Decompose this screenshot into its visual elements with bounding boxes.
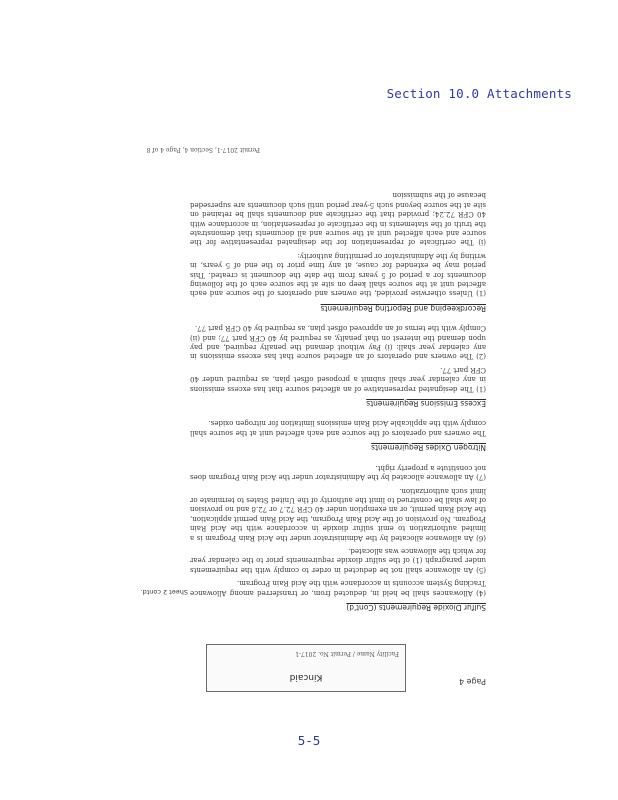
scan-box-title: Kincaid [289, 672, 323, 682]
para-nox-1: The owners and operators of the source and each affected unit at the source shall comply with the applicable Acid Rain emissions limitation for nitrogen oxides. [190, 419, 486, 437]
heading-so2: Sulfur Dioxide Requirements (Cont'd) [346, 603, 486, 612]
page-number: 5-5 [297, 733, 321, 748]
para-so2-5: (5) An allowance shall not be deducted in order to comply with the requirements under paragraph (1) of the sulfur dioxide requirements prior to the calendar year for which the allowance was allocated. [190, 546, 486, 574]
scan-page-label: Page 4 [459, 677, 486, 686]
para-so2-7: (7) An allowance allocated by the Administrator under the Acid Rain Program does not constitute a property right. [190, 463, 486, 482]
para-so2-6: (6) An allowance allocated by the Administrator under the Acid Rain Program is a limited authorization to emit sulfur dioxide in accordance with the Acid Rain Program. No provision of the Acid Rain Program, the Acid Rain permit application, the Acid Rain permit, or an exemption under 40 CFR 72.7 or 72.8 and no provision of law shall be construed to limit the authority of the United States to terminate or limit such authorization. [190, 486, 486, 542]
heading-excess: Excess Emissions Requirements [366, 399, 486, 409]
para-so2-4: (4) Allowances shall be held in, deducted from, or transferred among Allowance Tracking System accounts in accordance with the Acid Rain Program. [190, 579, 486, 597]
scan-side-note: Sheet 2 contd. [140, 588, 188, 596]
section-header: Section 10.0 Attachments [386, 86, 572, 101]
scan-footer-note: Permit 2017-1, Section 4, Page 4 of 8 [146, 146, 260, 153]
para-records-1: (1) Unless otherwise provided, the owners and operators of the source and each affected unit at the source shall keep on site at the source each of the following documents for a period of 5 years from the date the document is created. This period may be extended for cause, at any time prior to the end of 5 years, in writing by the Administrator or permitting authority: [190, 251, 486, 298]
heading-nox: Nitrogen Oxides Requirements [371, 443, 486, 453]
para-excess-2: (2) The owners and operators of an affected source that has excess emissions in any calendar year shall: (i) Pay without demand the penalty required, and pay upon demand the interest on that penalty, as required by 40 CFR part 77; and (ii) Comply with the terms of an approved offset plan, as required by 40 CFR part 77. [190, 324, 486, 361]
scan-body-text [190, 186, 486, 622]
scan-box-subtitle: Facility Name / Permit No. 2017-1 [295, 650, 399, 657]
para-records-2: (i) The certificate of representation for the designated representative for the source and each affected unit at the source and all documents that demonstrate the truth of the statements in the certificate of representation, in accordance with 40 CFR 72.24; provided that the certificate and documents shall be retained on site at the source beyond such 5-year period until such documents are superseded because of the submission [190, 191, 486, 247]
para-excess-1: (1) The designated representative of an affected source that has excess emissions in any calendar year shall submit a proposed offset plan, as required under 40 CFR part 77. [190, 365, 486, 393]
scanned-permit-page [110, 140, 490, 700]
scan-header-box [206, 644, 406, 692]
heading-records: Recordkeeping and Reporting Requirements [320, 303, 486, 313]
